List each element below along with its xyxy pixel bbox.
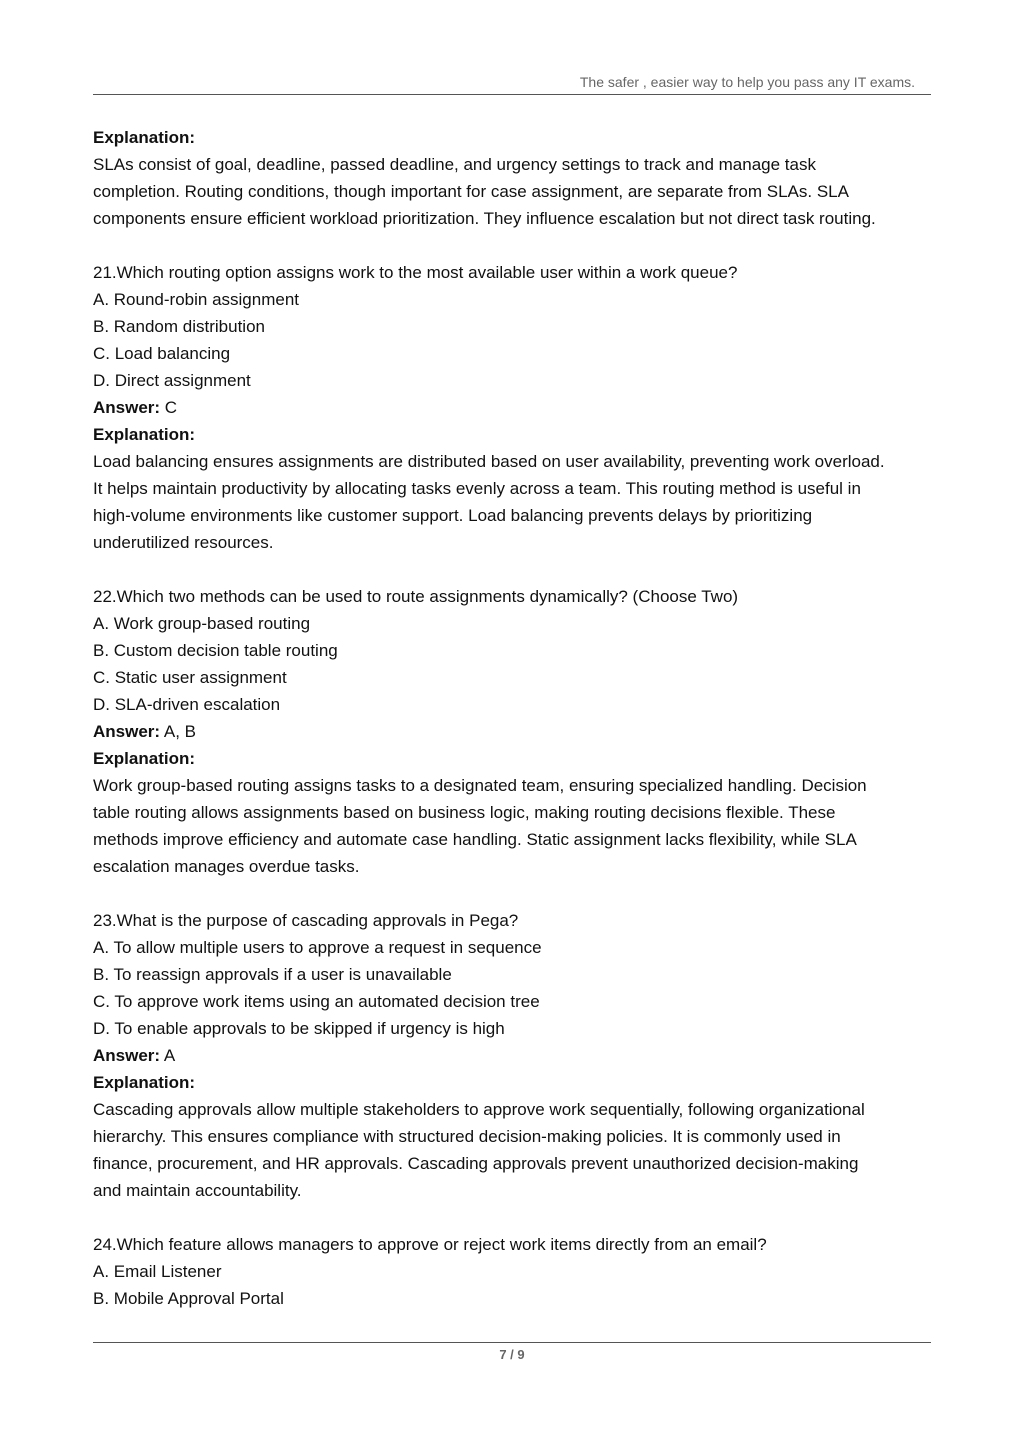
option-c: C. Load balancing <box>93 344 231 363</box>
explanation-label: Explanation: <box>93 1073 196 1092</box>
answer-value: A, B <box>160 722 196 741</box>
answer-value: A <box>160 1046 176 1065</box>
explanation-line: Load balancing ensures assignments are distributed based on user availability, preventing work overload. <box>93 452 885 471</box>
option-b: B. Custom decision table routing <box>93 641 338 660</box>
question-block-23 <box>93 907 938 1204</box>
page-number: 7 / 9 <box>499 1347 525 1362</box>
option-a: A. Round-robin assignment <box>93 290 300 309</box>
explanation-label: Explanation: <box>93 749 196 768</box>
explanation-line: SLAs consist of goal, deadline, passed deadline, and urgency settings to track and manage task <box>93 155 816 174</box>
explanation-line: table routing allows assignments based on business logic, making routing decisions flexible. These <box>93 803 836 822</box>
page-header <box>93 72 931 95</box>
question-text: 24.Which feature allows managers to approve or reject work items directly from an email? <box>93 1235 767 1254</box>
answer-label: Answer: <box>93 1046 161 1065</box>
option-d: D. To enable approvals to be skipped if urgency is high <box>93 1019 505 1038</box>
option-d: D. Direct assignment <box>93 371 251 390</box>
explanation-line: Work group-based routing assigns tasks to a designated team, ensuring specialized handling. Decision <box>93 776 867 795</box>
explanation-line: methods improve efficiency and automate case handling. Static assignment lacks flexibility, while SLA <box>93 830 857 849</box>
explanation-line: and maintain accountability. <box>93 1181 302 1200</box>
answer-line <box>93 718 938 745</box>
option-a: A. To allow multiple users to approve a request in sequence <box>93 938 542 957</box>
explanation-label: Explanation: <box>93 128 196 147</box>
answer-value: C <box>160 398 178 417</box>
option-b: B. To reassign approvals if a user is unavailable <box>93 965 452 984</box>
explanation-label: Explanation: <box>93 425 196 444</box>
explanation-line: finance, procurement, and HR approvals. Cascading approvals prevent unauthorized decision-making <box>93 1154 859 1173</box>
answer-line <box>93 394 938 421</box>
option-d: D. SLA-driven escalation <box>93 695 281 714</box>
header-tagline: The safer , easier way to help you pass any IT exams. <box>579 74 915 90</box>
option-c: C. To approve work items using an automated decision tree <box>93 992 540 1011</box>
explanation-line: high-volume environments like customer support. Load balancing prevents delays by prioritizing <box>93 506 813 525</box>
explanation-line: components ensure efficient workload prioritization. They influence escalation but not direct task routing. <box>93 209 876 228</box>
answer-label: Answer: <box>93 398 161 417</box>
question-text: 22.Which two methods can be used to route assignments dynamically? (Choose Two) <box>93 587 739 606</box>
question-block-22 <box>93 583 938 880</box>
option-a: A. Email Listener <box>93 1262 222 1281</box>
page-content <box>93 124 938 1312</box>
explanation-line: It helps maintain productivity by allocating tasks evenly across a team. This routing method is useful in <box>93 479 861 498</box>
option-a: A. Work group-based routing <box>93 614 311 633</box>
explanation-line: completion. Routing conditions, though important for case assignment, are separate from SLAs. SLA <box>93 182 849 201</box>
option-c: C. Static user assignment <box>93 668 287 687</box>
question-text: 23.What is the purpose of cascading approvals in Pega? <box>93 911 519 930</box>
question-block-24 <box>93 1231 938 1312</box>
page-footer <box>93 1342 931 1362</box>
question-block-21 <box>93 259 938 556</box>
explanation-line: underutilized resources. <box>93 533 274 552</box>
explanation-line: Cascading approvals allow multiple stakeholders to approve work sequentially, following organizational <box>93 1100 865 1119</box>
option-b: B. Random distribution <box>93 317 265 336</box>
option-b: B. Mobile Approval Portal <box>93 1289 284 1308</box>
answer-label: Answer: <box>93 722 161 741</box>
explanation-line: hierarchy. This ensures compliance with structured decision-making policies. It is commonly used in <box>93 1127 841 1146</box>
answer-line <box>93 1042 938 1069</box>
explanation-line: escalation manages overdue tasks. <box>93 857 360 876</box>
question-text: 21.Which routing option assigns work to the most available user within a work queue? <box>93 263 738 282</box>
